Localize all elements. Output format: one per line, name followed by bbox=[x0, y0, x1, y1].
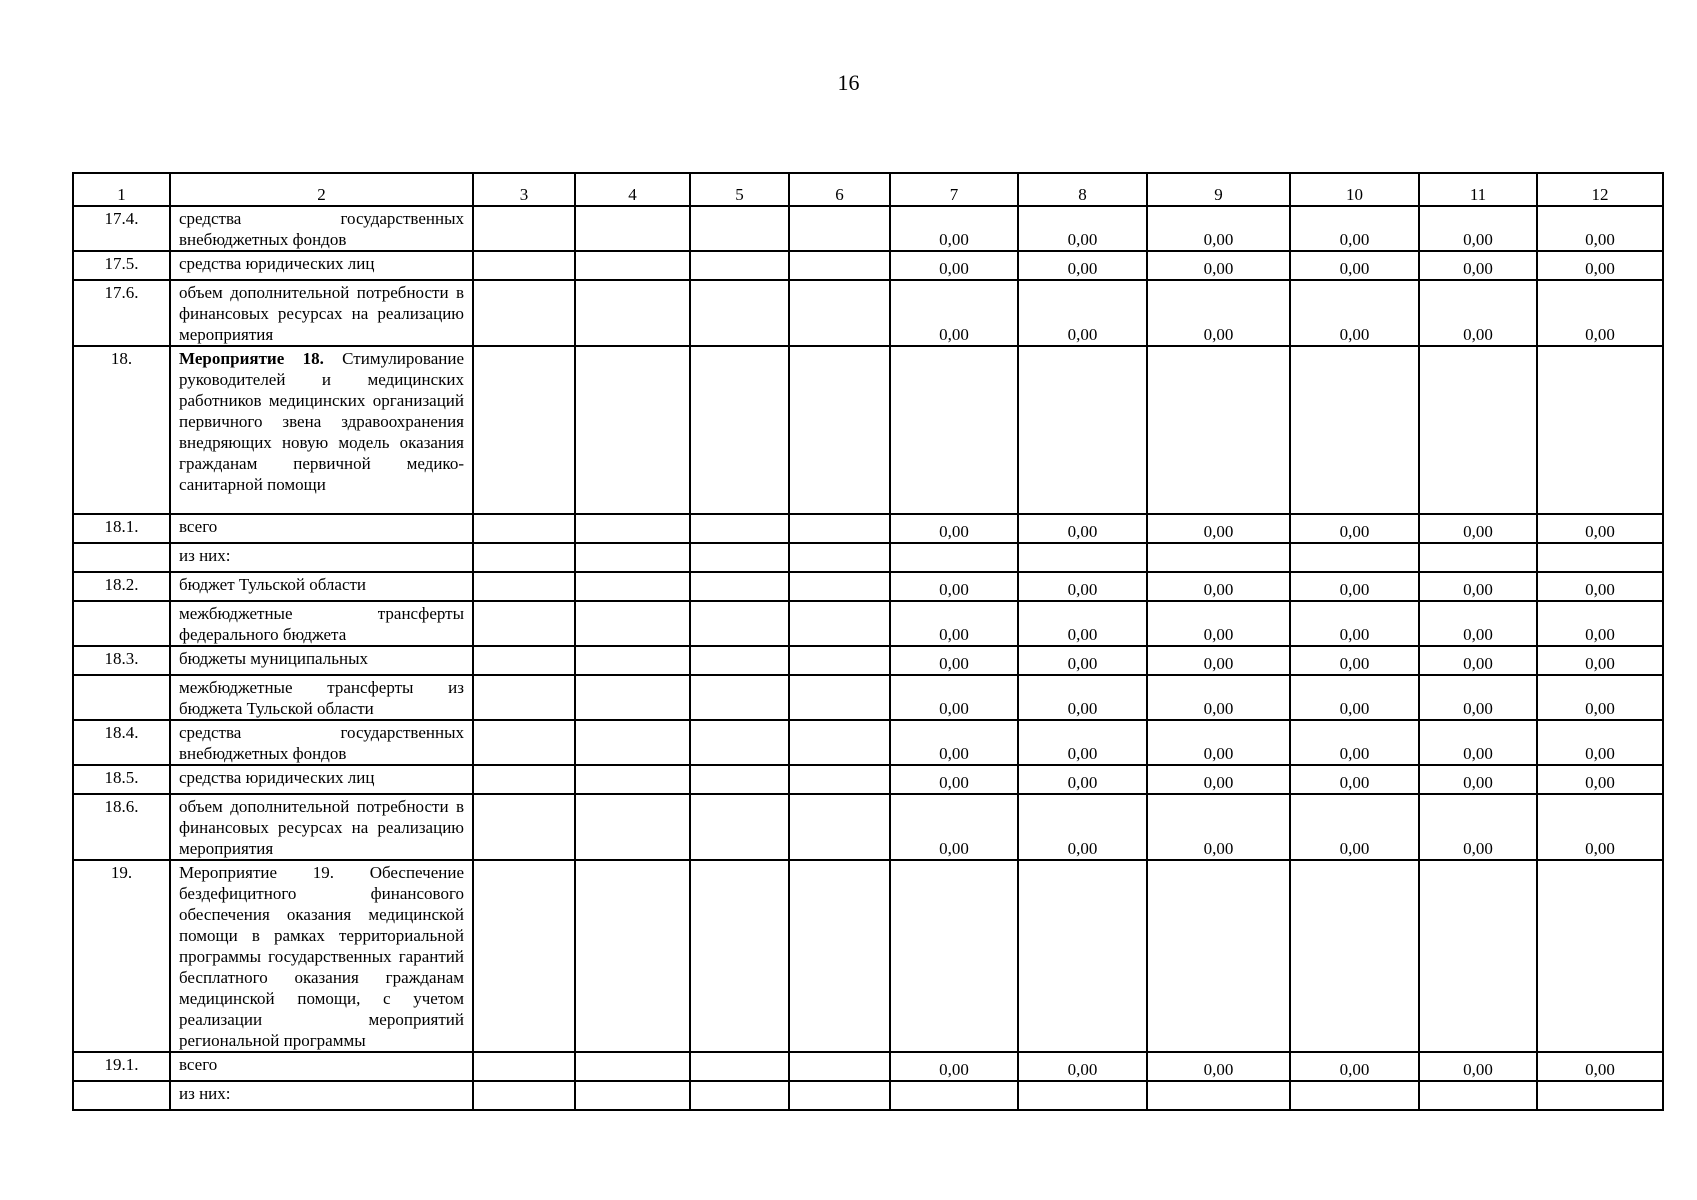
empty-cell bbox=[690, 1052, 789, 1081]
value-cell: 0,00 bbox=[1147, 280, 1290, 346]
value-cell bbox=[1537, 860, 1663, 1052]
empty-cell bbox=[575, 675, 690, 720]
row-description bbox=[170, 601, 473, 646]
value-cell bbox=[1290, 543, 1419, 572]
column-header: 3 bbox=[473, 173, 575, 206]
row-number: 18.5. bbox=[73, 765, 170, 794]
row-number bbox=[73, 601, 170, 646]
value-cell bbox=[1537, 543, 1663, 572]
empty-cell bbox=[789, 514, 890, 543]
value-cell: 0,00 bbox=[1147, 601, 1290, 646]
value-cell bbox=[1290, 1081, 1419, 1110]
page-number: 16 bbox=[837, 70, 860, 95]
row-number: 18.4. bbox=[73, 720, 170, 765]
value-cell bbox=[1419, 1081, 1537, 1110]
empty-cell bbox=[575, 646, 690, 675]
value-cell: 0,00 bbox=[1419, 720, 1537, 765]
row-description bbox=[170, 206, 473, 251]
value-cell: 0,00 bbox=[1537, 206, 1663, 251]
empty-cell bbox=[473, 572, 575, 601]
empty-cell bbox=[575, 601, 690, 646]
value-cell: 0,00 bbox=[890, 765, 1018, 794]
empty-cell bbox=[473, 1081, 575, 1110]
empty-cell bbox=[575, 794, 690, 860]
table-row bbox=[73, 601, 1663, 646]
row-text: бюджеты муниципальных bbox=[179, 649, 369, 668]
value-cell: 0,00 bbox=[1419, 251, 1537, 280]
empty-cell bbox=[690, 280, 789, 346]
empty-cell bbox=[690, 646, 789, 675]
value-cell: 0,00 bbox=[1537, 646, 1663, 675]
empty-cell bbox=[690, 794, 789, 860]
empty-cell bbox=[575, 1052, 690, 1081]
empty-cell bbox=[789, 646, 890, 675]
empty-cell bbox=[575, 572, 690, 601]
value-cell: 0,00 bbox=[1147, 572, 1290, 601]
row-text: из них: bbox=[179, 1084, 231, 1103]
row-text: объем дополнительной потребности в финансовых ресурсах на реализацию мероприятия bbox=[179, 283, 464, 344]
column-header: 2 bbox=[170, 173, 473, 206]
value-cell: 0,00 bbox=[1290, 765, 1419, 794]
row-number: 18. bbox=[73, 346, 170, 514]
value-cell bbox=[890, 346, 1018, 514]
value-cell: 0,00 bbox=[1537, 1052, 1663, 1081]
empty-cell bbox=[789, 280, 890, 346]
empty-cell bbox=[789, 675, 890, 720]
empty-cell bbox=[789, 346, 890, 514]
value-cell: 0,00 bbox=[1419, 1052, 1537, 1081]
value-cell: 0,00 bbox=[1537, 794, 1663, 860]
empty-cell bbox=[473, 543, 575, 572]
value-cell bbox=[890, 1081, 1018, 1110]
value-cell bbox=[1018, 860, 1147, 1052]
empty-cell bbox=[690, 601, 789, 646]
row-title: Мероприятие 18. bbox=[179, 349, 324, 368]
row-number: 18.2. bbox=[73, 572, 170, 601]
empty-cell bbox=[789, 601, 890, 646]
value-cell: 0,00 bbox=[1147, 514, 1290, 543]
table-row bbox=[73, 1052, 1663, 1081]
value-cell bbox=[1018, 1081, 1147, 1110]
row-number: 17.5. bbox=[73, 251, 170, 280]
row-number: 17.4. bbox=[73, 206, 170, 251]
row-description bbox=[170, 646, 473, 675]
empty-cell bbox=[690, 860, 789, 1052]
row-description bbox=[170, 765, 473, 794]
column-header: 6 bbox=[789, 173, 890, 206]
table-row bbox=[73, 794, 1663, 860]
value-cell bbox=[890, 543, 1018, 572]
row-text: средства юридических лиц bbox=[179, 768, 375, 787]
column-header: 12 bbox=[1537, 173, 1663, 206]
value-cell: 0,00 bbox=[1419, 646, 1537, 675]
value-cell: 0,00 bbox=[1018, 601, 1147, 646]
empty-cell bbox=[789, 1052, 890, 1081]
table-row bbox=[73, 206, 1663, 251]
value-cell: 0,00 bbox=[1018, 280, 1147, 346]
empty-cell bbox=[690, 720, 789, 765]
value-cell: 0,00 bbox=[890, 794, 1018, 860]
empty-cell bbox=[789, 251, 890, 280]
table-row bbox=[73, 514, 1663, 543]
row-number bbox=[73, 543, 170, 572]
value-cell: 0,00 bbox=[890, 251, 1018, 280]
value-cell bbox=[1147, 860, 1290, 1052]
empty-cell bbox=[575, 251, 690, 280]
row-number: 19. bbox=[73, 860, 170, 1052]
column-header: 10 bbox=[1290, 173, 1419, 206]
empty-cell bbox=[473, 860, 575, 1052]
table-row bbox=[73, 251, 1663, 280]
empty-cell bbox=[575, 720, 690, 765]
value-cell: 0,00 bbox=[1147, 720, 1290, 765]
empty-cell bbox=[690, 572, 789, 601]
empty-cell bbox=[575, 543, 690, 572]
value-cell bbox=[1147, 543, 1290, 572]
column-header: 4 bbox=[575, 173, 690, 206]
row-number: 18.1. bbox=[73, 514, 170, 543]
value-cell: 0,00 bbox=[1290, 646, 1419, 675]
empty-cell bbox=[473, 675, 575, 720]
value-cell: 0,00 bbox=[1419, 514, 1537, 543]
value-cell: 0,00 bbox=[1537, 765, 1663, 794]
value-cell: 0,00 bbox=[1018, 675, 1147, 720]
empty-cell bbox=[473, 794, 575, 860]
empty-cell bbox=[473, 646, 575, 675]
value-cell bbox=[1147, 346, 1290, 514]
row-description bbox=[170, 251, 473, 280]
row-number bbox=[73, 1081, 170, 1110]
value-cell: 0,00 bbox=[890, 206, 1018, 251]
value-cell: 0,00 bbox=[1419, 794, 1537, 860]
row-number: 19.1. bbox=[73, 1052, 170, 1081]
empty-cell bbox=[473, 601, 575, 646]
value-cell: 0,00 bbox=[1018, 251, 1147, 280]
value-cell: 0,00 bbox=[1147, 646, 1290, 675]
value-cell: 0,00 bbox=[1290, 514, 1419, 543]
row-text: межбюджетные трансферты федерального бюджета bbox=[179, 604, 464, 644]
empty-cell bbox=[789, 572, 890, 601]
value-cell: 0,00 bbox=[1018, 572, 1147, 601]
value-cell: 0,00 bbox=[890, 646, 1018, 675]
value-cell: 0,00 bbox=[1537, 251, 1663, 280]
empty-cell bbox=[690, 206, 789, 251]
empty-cell bbox=[473, 346, 575, 514]
value-cell: 0,00 bbox=[1290, 251, 1419, 280]
value-cell bbox=[1419, 346, 1537, 514]
empty-cell bbox=[575, 1081, 690, 1110]
row-number: 17.6. bbox=[73, 280, 170, 346]
value-cell bbox=[1018, 543, 1147, 572]
empty-cell bbox=[690, 675, 789, 720]
empty-cell bbox=[789, 794, 890, 860]
value-cell: 0,00 bbox=[1290, 206, 1419, 251]
value-cell bbox=[1290, 346, 1419, 514]
value-cell: 0,00 bbox=[890, 572, 1018, 601]
empty-cell bbox=[690, 765, 789, 794]
value-cell: 0,00 bbox=[1537, 572, 1663, 601]
value-cell: 0,00 bbox=[1419, 572, 1537, 601]
table-body bbox=[73, 173, 1663, 1110]
column-header: 1 bbox=[73, 173, 170, 206]
row-description bbox=[170, 346, 473, 514]
table-row bbox=[73, 646, 1663, 675]
row-text: Стимулирование руководителей и медицинских работников медицинских организаций первичного звена здравоохранения внедряющих новую модель оказания гражданам первичной медико-санитарной помощи bbox=[179, 349, 464, 494]
row-text: всего bbox=[179, 517, 218, 536]
column-header: 9 bbox=[1147, 173, 1290, 206]
column-header: 7 bbox=[890, 173, 1018, 206]
value-cell: 0,00 bbox=[1290, 601, 1419, 646]
empty-cell bbox=[789, 720, 890, 765]
row-number bbox=[73, 675, 170, 720]
value-cell: 0,00 bbox=[890, 280, 1018, 346]
empty-cell bbox=[575, 765, 690, 794]
table-row bbox=[73, 1081, 1663, 1110]
value-cell bbox=[1537, 1081, 1663, 1110]
empty-cell bbox=[575, 206, 690, 251]
table-row bbox=[73, 572, 1663, 601]
value-cell bbox=[1018, 346, 1147, 514]
value-cell bbox=[1290, 860, 1419, 1052]
row-description bbox=[170, 794, 473, 860]
empty-cell bbox=[789, 1081, 890, 1110]
empty-cell bbox=[789, 543, 890, 572]
empty-cell bbox=[690, 514, 789, 543]
value-cell: 0,00 bbox=[1537, 280, 1663, 346]
value-cell bbox=[1147, 1081, 1290, 1110]
value-cell: 0,00 bbox=[1290, 794, 1419, 860]
value-cell: 0,00 bbox=[1147, 675, 1290, 720]
row-number: 18.6. bbox=[73, 794, 170, 860]
value-cell: 0,00 bbox=[1018, 206, 1147, 251]
table-row bbox=[73, 346, 1663, 514]
value-cell bbox=[1419, 543, 1537, 572]
empty-cell bbox=[473, 280, 575, 346]
table-row bbox=[73, 765, 1663, 794]
row-description bbox=[170, 543, 473, 572]
value-cell: 0,00 bbox=[1147, 794, 1290, 860]
table-row bbox=[73, 543, 1663, 572]
value-cell: 0,00 bbox=[1290, 1052, 1419, 1081]
header-row bbox=[73, 173, 1663, 206]
value-cell: 0,00 bbox=[890, 514, 1018, 543]
table-row bbox=[73, 720, 1663, 765]
value-cell: 0,00 bbox=[1419, 765, 1537, 794]
empty-cell bbox=[473, 1052, 575, 1081]
row-description bbox=[170, 280, 473, 346]
empty-cell bbox=[789, 765, 890, 794]
table-row bbox=[73, 280, 1663, 346]
column-header: 8 bbox=[1018, 173, 1147, 206]
value-cell: 0,00 bbox=[1419, 280, 1537, 346]
empty-cell bbox=[690, 251, 789, 280]
value-cell: 0,00 bbox=[1290, 572, 1419, 601]
row-text: бюджет Тульской области bbox=[179, 575, 367, 594]
row-text: Мероприятие 19. Обеспечение бездефицитного финансового обеспечения оказания медицинской помощи в рамках территориальной программы государственных гарантий бесплатного оказания гражданам медицинской помощи, с учетом реализации мероприятий региональной программы bbox=[179, 863, 464, 1050]
value-cell: 0,00 bbox=[1147, 251, 1290, 280]
row-text: средства государственных внебюджетных фондов bbox=[179, 209, 464, 249]
value-cell: 0,00 bbox=[1537, 514, 1663, 543]
value-cell: 0,00 bbox=[890, 675, 1018, 720]
value-cell: 0,00 bbox=[1290, 720, 1419, 765]
row-text: межбюджетные трансферты из бюджета Тульской области bbox=[179, 678, 464, 718]
value-cell: 0,00 bbox=[1419, 601, 1537, 646]
row-description bbox=[170, 572, 473, 601]
value-cell: 0,00 bbox=[890, 720, 1018, 765]
row-text: из них: bbox=[179, 546, 231, 565]
row-description bbox=[170, 514, 473, 543]
empty-cell bbox=[473, 765, 575, 794]
value-cell: 0,00 bbox=[1018, 1052, 1147, 1081]
value-cell: 0,00 bbox=[1290, 280, 1419, 346]
funding-table bbox=[72, 172, 1664, 1111]
value-cell: 0,00 bbox=[1147, 765, 1290, 794]
value-cell: 0,00 bbox=[1147, 206, 1290, 251]
value-cell: 0,00 bbox=[1018, 514, 1147, 543]
value-cell: 0,00 bbox=[890, 1052, 1018, 1081]
empty-cell bbox=[473, 514, 575, 543]
table-row bbox=[73, 860, 1663, 1052]
value-cell: 0,00 bbox=[1419, 675, 1537, 720]
row-description bbox=[170, 675, 473, 720]
row-description bbox=[170, 1081, 473, 1110]
value-cell: 0,00 bbox=[1018, 794, 1147, 860]
value-cell bbox=[1537, 346, 1663, 514]
row-text: средства государственных внебюджетных фондов bbox=[179, 723, 464, 763]
empty-cell bbox=[575, 280, 690, 346]
value-cell: 0,00 bbox=[1537, 675, 1663, 720]
empty-cell bbox=[575, 346, 690, 514]
value-cell: 0,00 bbox=[890, 601, 1018, 646]
column-header: 5 bbox=[690, 173, 789, 206]
value-cell: 0,00 bbox=[1018, 765, 1147, 794]
value-cell: 0,00 bbox=[1018, 646, 1147, 675]
value-cell: 0,00 bbox=[1537, 720, 1663, 765]
row-number: 18.3. bbox=[73, 646, 170, 675]
empty-cell bbox=[789, 206, 890, 251]
empty-cell bbox=[473, 720, 575, 765]
row-description bbox=[170, 860, 473, 1052]
empty-cell bbox=[690, 543, 789, 572]
row-description bbox=[170, 720, 473, 765]
row-text: всего bbox=[179, 1055, 218, 1074]
empty-cell bbox=[690, 346, 789, 514]
value-cell bbox=[890, 860, 1018, 1052]
value-cell: 0,00 bbox=[1147, 1052, 1290, 1081]
value-cell: 0,00 bbox=[1018, 720, 1147, 765]
value-cell: 0,00 bbox=[1419, 206, 1537, 251]
row-description bbox=[170, 1052, 473, 1081]
empty-cell bbox=[575, 514, 690, 543]
empty-cell bbox=[575, 860, 690, 1052]
value-cell: 0,00 bbox=[1290, 675, 1419, 720]
empty-cell bbox=[473, 251, 575, 280]
row-text: средства юридических лиц bbox=[179, 254, 375, 273]
value-cell bbox=[1419, 860, 1537, 1052]
empty-cell bbox=[473, 206, 575, 251]
table-row bbox=[73, 675, 1663, 720]
empty-cell bbox=[690, 1081, 789, 1110]
empty-cell bbox=[789, 860, 890, 1052]
row-text: объем дополнительной потребности в финансовых ресурсах на реализацию мероприятия bbox=[179, 797, 464, 858]
value-cell: 0,00 bbox=[1537, 601, 1663, 646]
column-header: 11 bbox=[1419, 173, 1537, 206]
